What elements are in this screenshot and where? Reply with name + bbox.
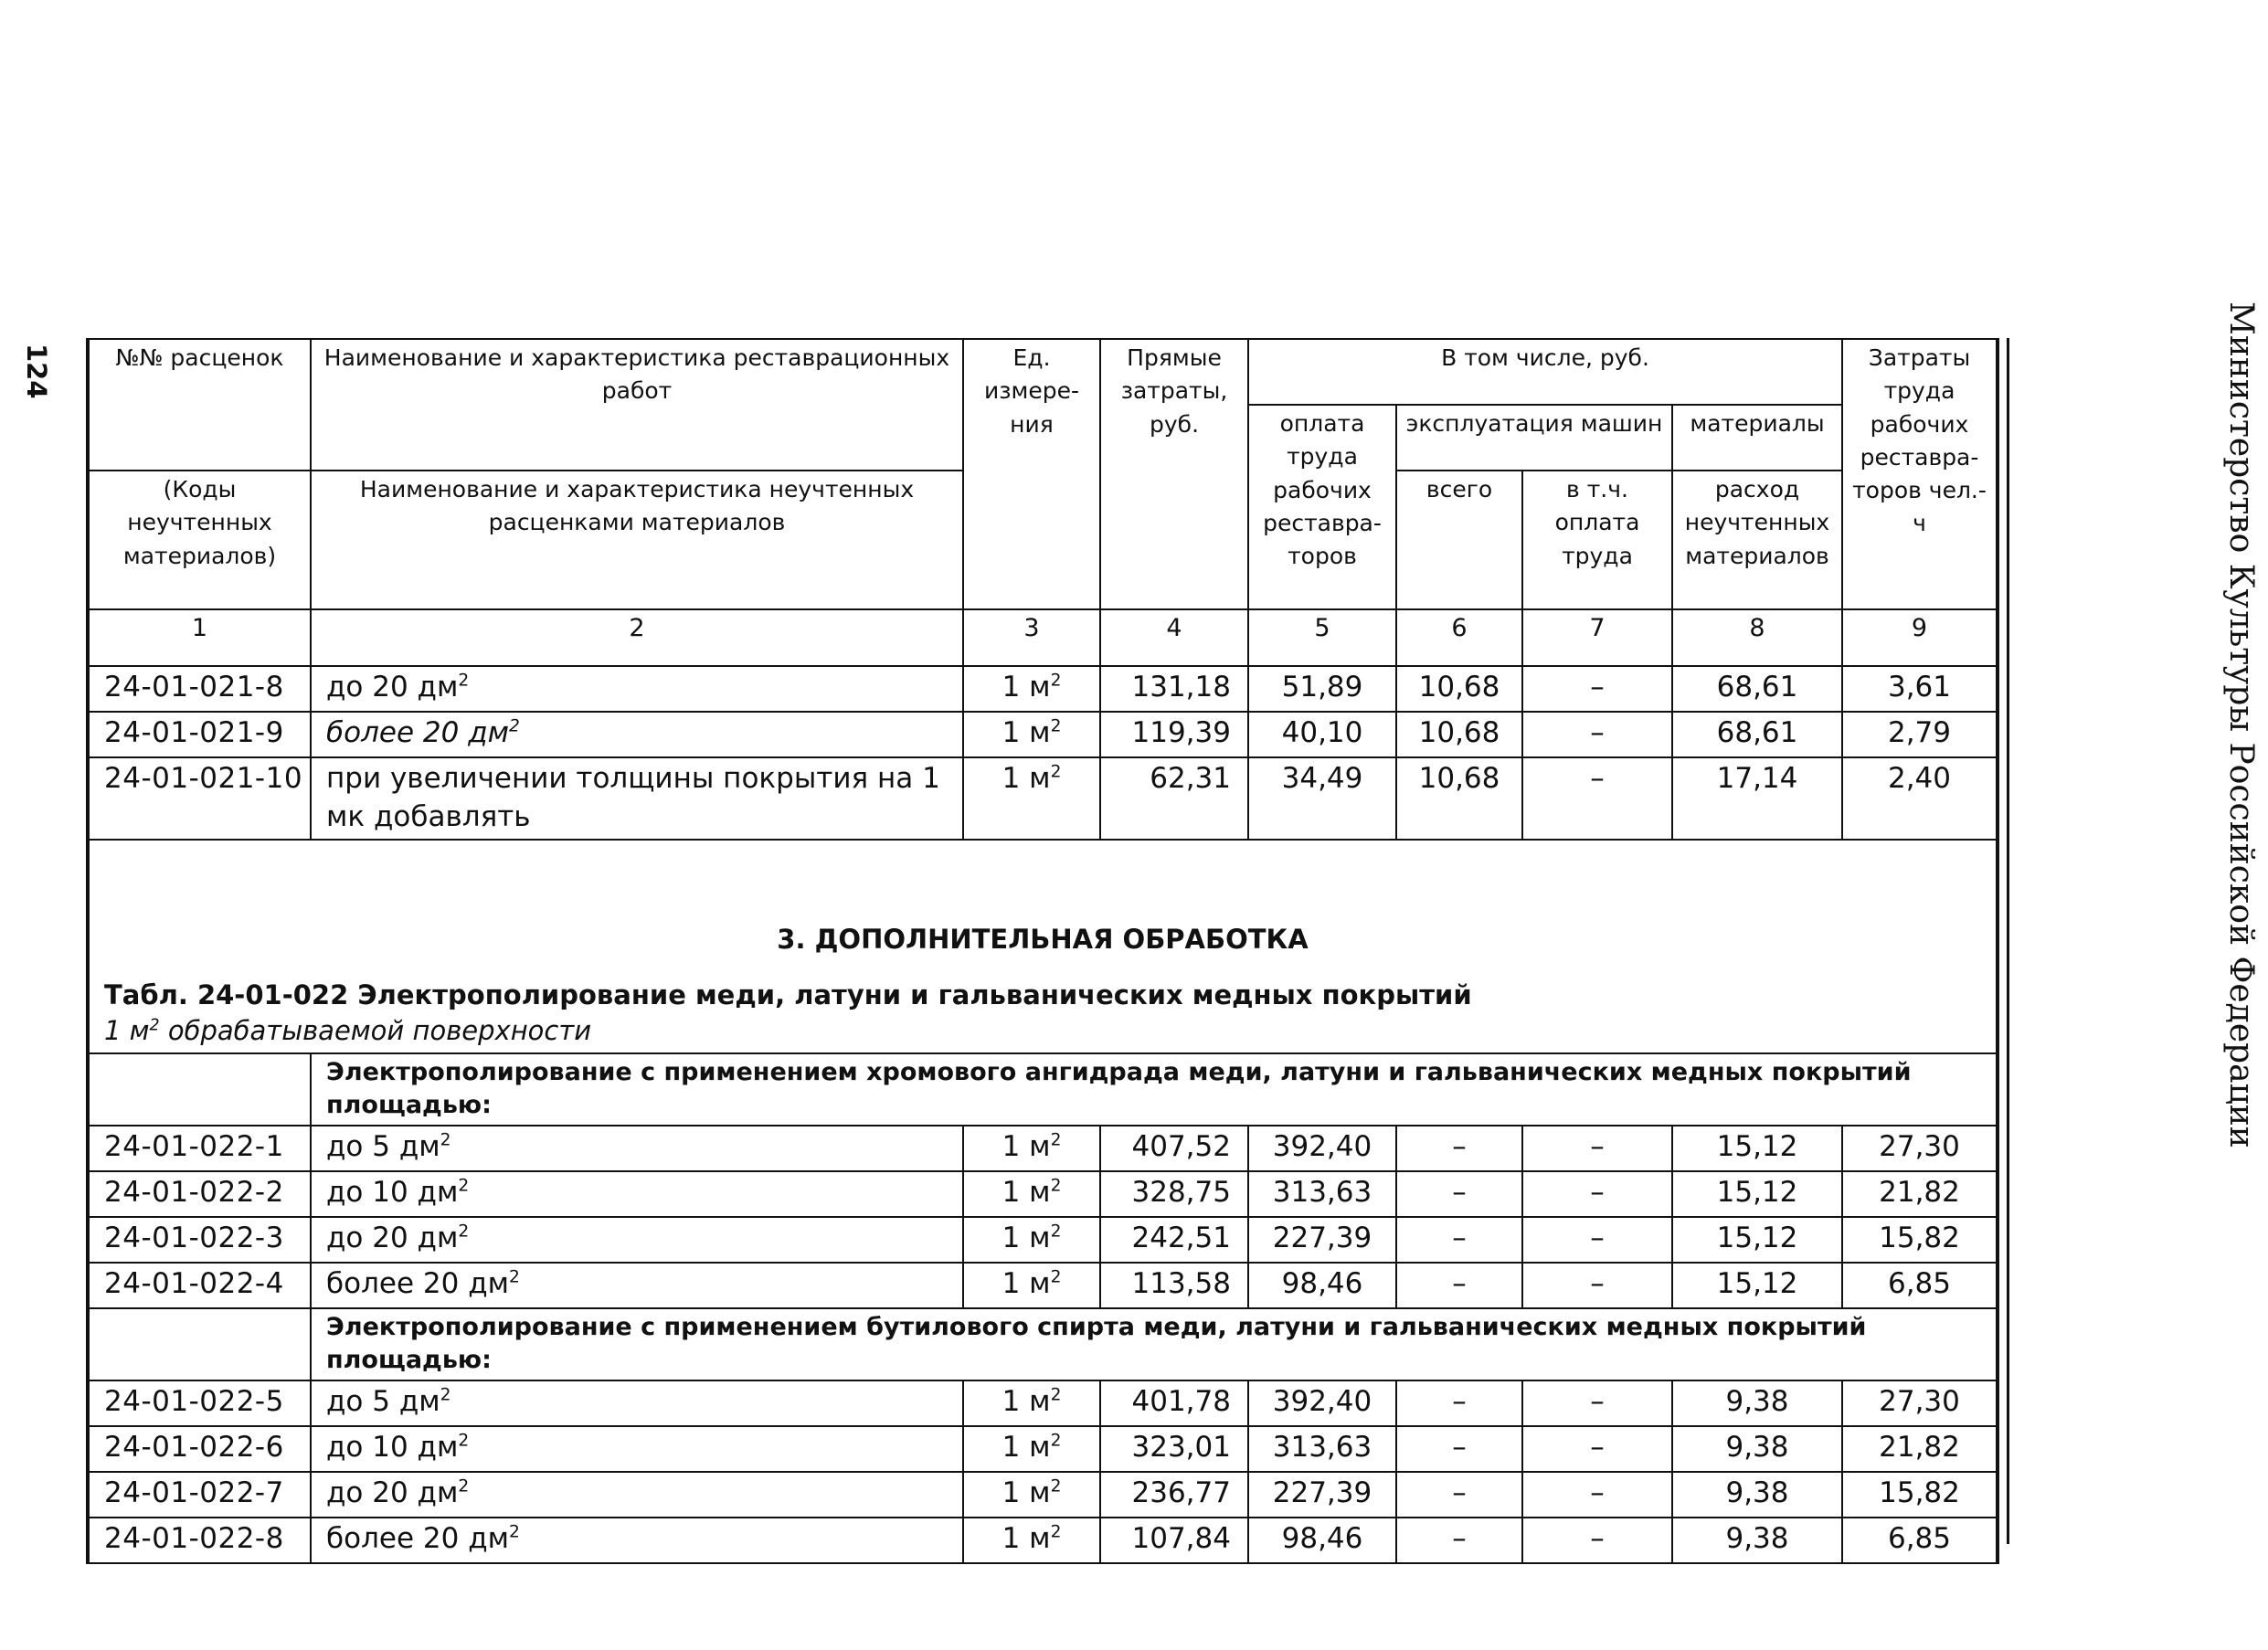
table-row: [88, 1426, 1998, 1472]
rate-code: 24-01-022-5: [88, 1380, 311, 1426]
work-name: до 5 $дм^2$: [311, 1126, 963, 1171]
rate-code: 24-01-022-8: [88, 1518, 311, 1563]
side-rule: [2007, 338, 2009, 1544]
column-number: 9: [1842, 609, 1998, 666]
header-materials-usage: расход неучтенных материалов: [1672, 471, 1842, 609]
work-name: до 20 $дм^2$: [311, 1472, 963, 1518]
header-in-total: В том числе, руб.: [1248, 339, 1842, 405]
work-name: до 20 $дм^2$: [311, 1217, 963, 1263]
machines-labor: –: [1522, 1472, 1672, 1518]
rates-table: [86, 338, 1999, 1564]
labor-hours: 2,40: [1842, 757, 1998, 840]
table-row: [88, 1518, 1998, 1563]
group-label: Электрополирование с применением бутилового спирта меди, латуни и гальванических медных покрытий площадью:: [311, 1308, 1998, 1380]
table-row: [88, 1217, 1998, 1263]
header-machines-labor: в т.ч. оплата труда: [1522, 471, 1672, 609]
work-name: до 20 $дм^2$: [311, 666, 963, 712]
labor-hours: 27,30: [1842, 1380, 1998, 1426]
group-label: Электрополирование с применением хромового ангидрада меди, латуни и гальванических медных покрытий площадью:: [311, 1053, 1998, 1126]
direct-costs: 113,58: [1100, 1263, 1248, 1308]
header-direct-costs: Прямые затраты, руб.: [1100, 339, 1248, 609]
materials: 9,38: [1672, 1426, 1842, 1472]
unit: 1 $м^2$: [963, 1217, 1100, 1263]
labor-hours: 27,30: [1842, 1126, 1998, 1171]
direct-costs: 131,18: [1100, 666, 1248, 712]
machines-total: –: [1396, 1426, 1522, 1472]
labor-pay: 313,63: [1248, 1426, 1396, 1472]
table-row: [88, 1263, 1998, 1308]
work-name: до 5 $дм^2$: [311, 1380, 963, 1426]
unit: 1 $м^2$: [963, 1426, 1100, 1472]
work-name: более 20 $дм^2$: [311, 1263, 963, 1308]
rate-code: 24-01-021-10: [88, 757, 311, 840]
work-name: более 20 $дм^2$: [311, 1518, 963, 1563]
machines-total: –: [1396, 1518, 1522, 1563]
direct-costs: 242,51: [1100, 1217, 1248, 1263]
machines-labor: –: [1522, 1171, 1672, 1217]
group-row: [88, 1053, 1998, 1126]
direct-costs: 401,78: [1100, 1380, 1248, 1426]
table-row: [88, 666, 1998, 712]
column-number: 5: [1248, 609, 1396, 666]
column-number: 2: [311, 609, 963, 666]
direct-costs: 107,84: [1100, 1518, 1248, 1563]
header-machines-total: всего: [1396, 471, 1522, 609]
labor-pay: 392,40: [1248, 1126, 1396, 1171]
page-number: 124: [21, 344, 52, 399]
group-row: [88, 1308, 1998, 1380]
work-name: до 10 $дм^2$: [311, 1426, 963, 1472]
labor-hours: 6,85: [1842, 1263, 1998, 1308]
rate-code: 24-01-022-2: [88, 1171, 311, 1217]
materials: 9,38: [1672, 1518, 1842, 1563]
labor-hours: 6,85: [1842, 1518, 1998, 1563]
materials: 15,12: [1672, 1217, 1842, 1263]
unit: 1 $м^2$: [963, 1472, 1100, 1518]
rate-code: 24-01-021-8: [88, 666, 311, 712]
section-title: 3. ДОПОЛНИТЕЛЬНАЯ ОБРАБОТКА: [777, 923, 1309, 955]
labor-hours: 15,82: [1842, 1217, 1998, 1263]
labor-hours: 21,82: [1842, 1426, 1998, 1472]
work-name: более 20 $дм^2$: [311, 712, 963, 757]
column-number: 6: [1396, 609, 1522, 666]
labor-hours: 15,82: [1842, 1472, 1998, 1518]
labor-hours: 21,82: [1842, 1171, 1998, 1217]
labor-pay: 40,10: [1248, 712, 1396, 757]
machines-labor: –: [1522, 757, 1672, 840]
machines-total: –: [1396, 1380, 1522, 1426]
machines-labor: –: [1522, 1518, 1672, 1563]
table-row: [88, 712, 1998, 757]
rate-code: 24-01-021-9: [88, 712, 311, 757]
header-row-1: [88, 339, 1998, 405]
direct-costs: 236,77: [1100, 1472, 1248, 1518]
group-code-cell: [88, 1053, 311, 1126]
rate-code: 24-01-022-6: [88, 1426, 311, 1472]
header-name: Наименование и характеристика реставрационных работ: [311, 339, 963, 471]
table-row: [88, 1472, 1998, 1518]
machines-total: 10,68: [1396, 712, 1522, 757]
header-unit: Ед. измере-ния: [963, 339, 1100, 609]
machines-total: –: [1396, 1171, 1522, 1217]
header-labor-hours: Затраты труда рабочих реставра-торов чел.-ч: [1842, 339, 1998, 609]
column-number: 4: [1100, 609, 1248, 666]
rate-code: 24-01-022-1: [88, 1126, 311, 1171]
unit: 1 $м^2$: [963, 1263, 1100, 1308]
header-machines: эксплуатация машин: [1396, 405, 1672, 471]
materials: 68,61: [1672, 666, 1842, 712]
group-code-cell: [88, 1308, 311, 1380]
section-heading: [88, 840, 1998, 1053]
machines-labor: –: [1522, 1217, 1672, 1263]
unit: 1 $м^2$: [963, 712, 1100, 757]
labor-pay: 51,89: [1248, 666, 1396, 712]
unit: 1 $м^2$: [963, 1518, 1100, 1563]
column-number: 7: [1522, 609, 1672, 666]
unit: 1 $м^2$: [963, 666, 1100, 712]
unit: 1 $м^2$: [963, 757, 1100, 840]
labor-pay: 227,39: [1248, 1217, 1396, 1263]
column-numbers-row: [88, 609, 1998, 666]
column-number: 3: [963, 609, 1100, 666]
column-number: 8: [1672, 609, 1842, 666]
labor-hours: 3,61: [1842, 666, 1998, 712]
unit: 1 $м^2$: [963, 1380, 1100, 1426]
unit: 1 $м^2$: [963, 1171, 1100, 1217]
machines-labor: –: [1522, 1126, 1672, 1171]
direct-costs: 328,75: [1100, 1171, 1248, 1217]
machines-total: 10,68: [1396, 666, 1522, 712]
labor-pay: 98,46: [1248, 1518, 1396, 1563]
direct-costs: 62,31: [1100, 757, 1248, 840]
labor-pay: 313,63: [1248, 1171, 1396, 1217]
section-heading-row: [88, 840, 1998, 1053]
machines-total: –: [1396, 1263, 1522, 1308]
machines-total: –: [1396, 1472, 1522, 1518]
machines-total: –: [1396, 1217, 1522, 1263]
table-unit: 1 $м^2$ обрабатываемой поверхности: [104, 1014, 592, 1046]
rate-code: 24-01-022-7: [88, 1472, 311, 1518]
materials: 17,14: [1672, 757, 1842, 840]
labor-pay: 34,49: [1248, 757, 1396, 840]
direct-costs: 323,01: [1100, 1426, 1248, 1472]
materials: 9,38: [1672, 1472, 1842, 1518]
header-material-names: Наименование и характеристика неучтенных расценками материалов: [311, 471, 963, 609]
table-row: [88, 1126, 1998, 1171]
machines-labor: –: [1522, 712, 1672, 757]
table-title: Табл. 24-01-022 Электрополирование меди, латуни и гальванических медных покрытий: [104, 978, 1472, 1010]
column-number: 1: [88, 609, 311, 666]
machines-labor: –: [1522, 1426, 1672, 1472]
machines-labor: –: [1522, 1263, 1672, 1308]
direct-costs: 119,39: [1100, 712, 1248, 757]
table-row: [88, 1380, 1998, 1426]
labor-pay: 227,39: [1248, 1472, 1396, 1518]
labor-pay: 98,46: [1248, 1263, 1396, 1308]
materials: 15,12: [1672, 1126, 1842, 1171]
header-materials: материалы: [1672, 405, 1842, 471]
header-code: №№ расценок: [88, 339, 311, 471]
work-name: до 10 $дм^2$: [311, 1171, 963, 1217]
labor-hours: 2,79: [1842, 712, 1998, 757]
header-labor-pay: оплата труда рабочих реставра-торов: [1248, 405, 1396, 609]
materials: 15,12: [1672, 1263, 1842, 1308]
materials: 9,38: [1672, 1380, 1842, 1426]
materials: 68,61: [1672, 712, 1842, 757]
machines-total: 10,68: [1396, 757, 1522, 840]
running-head: Министерство Культуры Российской Федерации: [2222, 301, 2260, 1148]
labor-pay: 392,40: [1248, 1380, 1396, 1426]
rate-code: 24-01-022-3: [88, 1217, 311, 1263]
table-row: [88, 757, 1998, 840]
unit: 1 $м^2$: [963, 1126, 1100, 1171]
work-name: при увеличении толщины покрытия на 1 мк добавлять: [311, 757, 963, 840]
rate-code: 24-01-022-4: [88, 1263, 311, 1308]
direct-costs: 407,52: [1100, 1126, 1248, 1171]
machines-labor: –: [1522, 666, 1672, 712]
machines-total: –: [1396, 1126, 1522, 1171]
machines-labor: –: [1522, 1380, 1672, 1426]
table-row: [88, 1171, 1998, 1217]
header-material-codes: (Коды неучтенных материалов): [88, 471, 311, 609]
materials: 15,12: [1672, 1171, 1842, 1217]
